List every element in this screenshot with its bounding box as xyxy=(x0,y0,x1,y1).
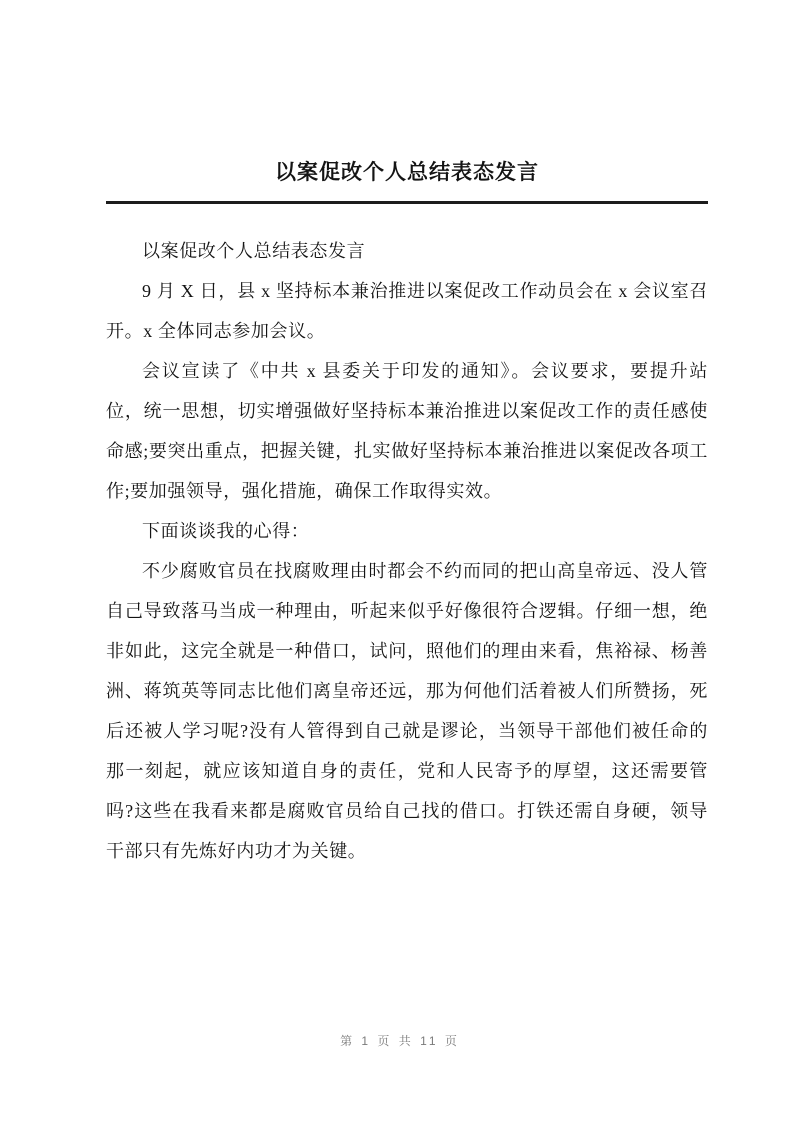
document-title: 以案促改个人总结表态发言 xyxy=(275,160,539,184)
paragraph: 会议宣读了《中共 x 县委关于印发的通知》。会议要求，要提升站位，统一思想，切实增强做好坚持标本兼治推进以案促改工作的责任感使命感;要突出重点，把握关键，扎实做好坚持标本兼治推进以案促改各项工作;要加强领导，强化措施，确保工作取得实效。 xyxy=(106,361,708,501)
paragraph: 9 月 X 日，县 x 坚持标本兼治推进以案促改工作动员会在 x 会议室召开。x 全体同志参加会议。 xyxy=(106,281,708,341)
page-number-footer: 第 1 页 共 11 页 xyxy=(340,1034,460,1048)
title-divider xyxy=(106,201,708,204)
paragraph: 下面谈谈我的心得： xyxy=(142,521,310,541)
paragraph: 不少腐败官员在找腐败理由时都会不约而同的把山高皇帝远、没人管自己导致落马当成一种理由，听起来似乎好像很符合逻辑。仔细一想，绝非如此，这完全就是一种借口，试问，照他们的理由来看，焦裕禄、杨善洲、蒋筑英等同志比他们离皇帝还远，那为何他们活着被人们所赞扬，死后还被人学习呢?没有人管得到自己就是谬论，当领导干部他们被任命的那一刻起，就应该知道自身的责任，党和人民寄予的厚望，这还需要管吗?这些在我看来都是腐败官员给自己找的借口。打铁还需自身硬，领导干部只有先炼好内功才为关键。 xyxy=(106,561,708,861)
paragraph-subtitle: 以案促改个人总结表态发言 xyxy=(142,241,366,261)
document-body xyxy=(106,231,708,871)
